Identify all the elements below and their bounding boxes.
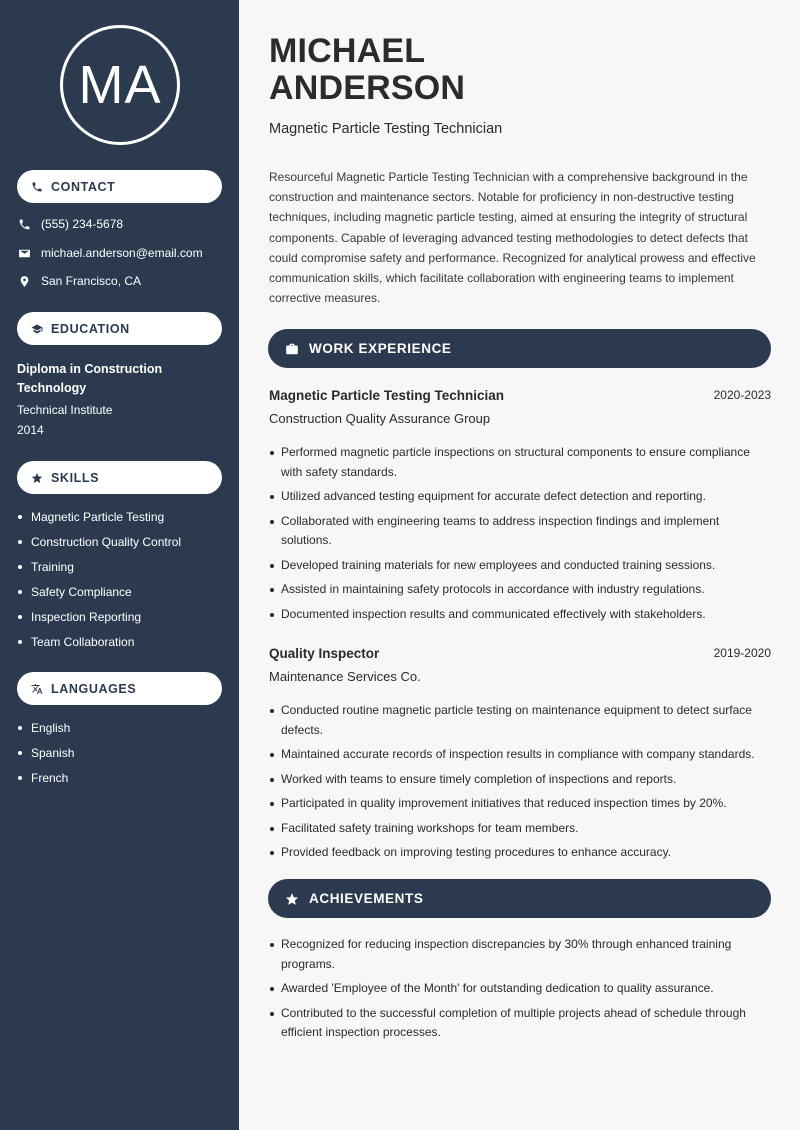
list-item: Provided feedback on improving testing procedures to enhance accuracy. [269,843,769,863]
first-name: MICHAEL [269,32,426,70]
contact-heading-label: CONTACT [51,179,116,194]
skill-item: Safety Compliance [17,579,181,604]
list-item: Awarded 'Employee of the Month' for outstanding dedication to quality assurance. [269,979,769,999]
skill-item: Team Collaboration [17,629,181,654]
summary-paragraph: Resourceful Magnetic Particle Testing Technician with a comprehensive background in the construction and maintenance sectors. Notable for proficiency in non-destructive testing techniques, including magnetic particle testing, aimed at ensuring the integrity of structural components. Capable of leveraging advanced testing methodologies to detect defects that could compromise safety and performance. Recognized for analytical prowess and effective communication skills, which facilitate collaboration with engineering teams to implement corrective measures. [269,170,756,306]
achievements-heading-label: ACHIEVEMENTS [309,891,424,906]
education-school: Technical Institute [17,403,113,417]
education-degree: Diploma in Construction Technology [17,362,163,395]
list-item: Developed training materials for new employees and conducted training sessions. [269,556,769,576]
list-item: Recognized for reducing inspection discrepancies by 30% through enhanced training programs. [269,935,769,974]
skills-list [17,504,181,654]
skills-heading [17,461,222,494]
professional-title: Magnetic Particle Testing Technician [269,121,503,137]
list-item: Conducted routine magnetic particle testing on maintenance equipment to detect surface defects. [269,701,769,740]
list-item: Performed magnetic particle inspections on structural components to ensure compliance with safety standards. [269,443,769,482]
language-item: English [17,715,74,740]
main-content [239,0,800,1130]
job-company: Construction Quality Assurance Group [269,411,491,426]
job-bullets [269,443,769,629]
job-role: Quality Inspector [269,646,380,661]
contact-location [17,274,141,288]
email-icon [17,246,31,260]
location-pin-icon [17,274,31,288]
list-item: Utilized advanced testing equipment for accurate defect detection and reporting. [269,487,769,507]
contact-phone [17,217,123,231]
full-name [269,33,465,107]
briefcase-icon [285,342,299,356]
contact-heading [17,170,222,203]
list-item: Documented inspection results and communicated effectively with stakeholders. [269,605,769,625]
star-icon [31,472,43,484]
list-item: Participated in quality improvement initiatives that reduced inspection times by 20%. [269,794,769,814]
translate-icon [31,683,43,695]
achievements-heading [268,879,771,918]
graduation-cap-icon [31,323,43,335]
list-item: Worked with teams to ensure timely completion of inspections and reports. [269,770,769,790]
list-item: Facilitated safety training workshops for team members. [269,819,769,839]
job-company: Maintenance Services Co. [269,669,421,684]
list-item: Assisted in maintaining safety protocols in accordance with industry regulations. [269,580,769,600]
skill-item: Magnetic Particle Testing [17,504,181,529]
job-bullets [269,701,769,868]
language-item: French [17,765,74,790]
phone-icon [17,217,31,231]
education-year: 2014 [17,423,44,437]
avatar-initials: MA [60,25,180,145]
skill-item: Training [17,554,181,579]
contact-location-text: San Francisco, CA [41,274,142,288]
job-role: Magnetic Particle Testing Technician [269,388,505,403]
skill-item: Inspection Reporting [17,604,181,629]
skill-item: Construction Quality Control [17,529,181,554]
work-experience-heading [268,329,771,368]
list-item: Maintained accurate records of inspection results in compliance with company standards. [269,745,769,765]
languages-list [17,715,74,790]
contact-phone-text: (555) 234-5678 [41,217,124,231]
list-item: Contributed to the successful completion of multiple projects ahead of schedule through efficient inspection processes. [269,1004,769,1043]
languages-heading-label: LANGUAGES [51,681,137,696]
list-item: Collaborated with engineering teams to address inspection findings and implement solutions. [269,512,769,551]
languages-heading [17,672,222,705]
education-heading [17,312,222,345]
work-experience-heading-label: WORK EXPERIENCE [309,341,452,356]
education-heading-label: EDUCATION [51,321,130,336]
star-icon [285,892,299,906]
skills-heading-label: SKILLS [51,470,100,485]
job-dates: 2020-2023 [713,388,771,402]
sidebar [0,0,239,1130]
last-name: ANDERSON [269,69,466,107]
contact-email-text: michael.anderson@email.com [41,246,203,260]
language-item: Spanish [17,740,74,765]
achievements-list [269,935,769,1048]
phone-icon [31,181,43,193]
job-dates: 2019-2020 [713,646,771,660]
contact-email [17,246,203,260]
